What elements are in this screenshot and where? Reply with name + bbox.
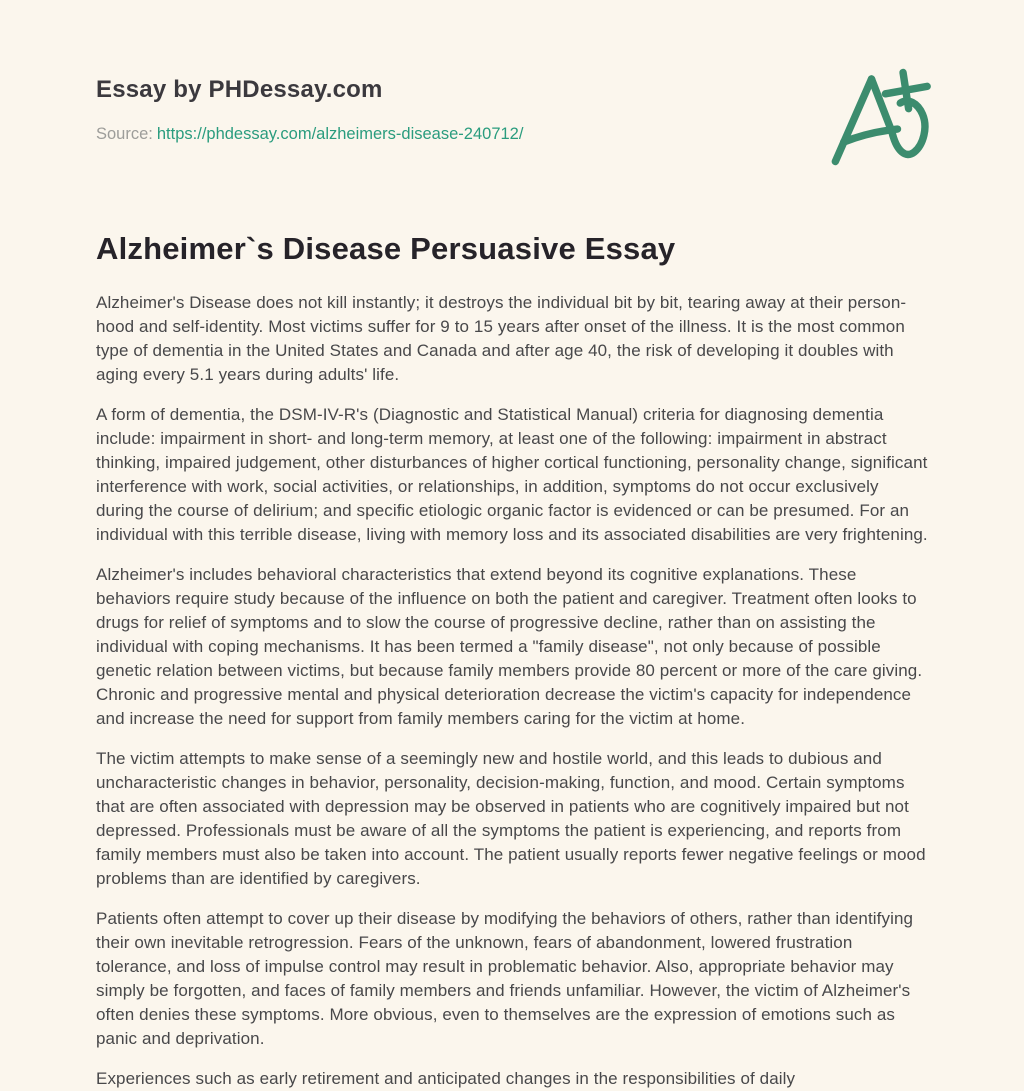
essay-paragraph: Alzheimer's Disease does not kill instantly; it destroys the individual bit by bit, tearing away at their person-hood and self-identity. Most victims suffer for 9 to 15 years after onset of the illness. It is the most common type of dementia in the United States and Canada and after age 40, the risk of developing it doubles with aging every 5.1 years during adults' life. bbox=[96, 292, 907, 384]
source-label: Source: bbox=[96, 124, 153, 143]
essay-paragraph: A form of dementia, the DSM-IV-R's (Diagnostic and Statistical Manual) criteria for diagnosing dementia include: impairment in short- and long-term memory, at least one of the following: impairment in abstract thinking, impaired judgement, other disturbances of higher cortical functioning, personality change, significant interference with work, social activities, or relationships, in addition, symptoms do not occur exclusively during the course of delirium; and specific etiologic organic factor is evidenced or can be presumed. For an individual with this terrible disease, living with memory loss and its associated disabilities are very frightening. bbox=[96, 404, 928, 544]
source-line bbox=[96, 124, 928, 145]
essay-paragraph: Experiences such as early retirement and anticipated changes in the responsibilities of daily bbox=[96, 1068, 796, 1088]
essay-body bbox=[96, 291, 928, 1091]
brand-title: Essay by PHDessay.com bbox=[96, 76, 383, 103]
essay-page bbox=[96, 0, 928, 1091]
source-url-link[interactable]: https://phdessay.com/alzheimers-disease-240712/ bbox=[156, 124, 524, 143]
essay-title: Alzheimer`s Disease Persuasive Essay bbox=[96, 231, 676, 267]
essay-paragraph: The victim attempts to make sense of a seemingly new and hostile world, and this leads to dubious and uncharacteristic changes in behavior, personality, decision-making, function, and mood. Certain symptoms that are often associated with depression may be observed in patients who are cognitively impaired but not depressed. Professionals must be aware of all the symptoms the patient is experiencing, and reports from family members must also be taken into account. The patient usually reports fewer negative feelings or mood problems than are identified by caregivers. bbox=[96, 748, 926, 888]
essay-paragraph: Patients often attempt to cover up their disease by modifying the behaviors of others, rather than identifying their own inevitable retrogression. Fears of the unknown, fears of abandonment, lowered frustration tolerance, and loss of impulse control may result in problematic behavior. Also, appropriate behavior may simply be forgotten, and faces of family members and friends unfamiliar. However, the victim of Alzheimer's often denies these symptoms. More obvious, even to themselves are the expression of emotions such as panic and deprivation. bbox=[96, 908, 914, 1048]
essay-paragraph: Alzheimer's includes behavioral characteristics that extend beyond its cognitive explanations. These behaviors require study because of the influence on both the patient and caregiver. Treatment often looks to drugs for relief of symptoms and to slow the course of progressive decline, rather than on assisting the individual with coping mechanisms. It has been termed a "family disease", not only because of possible genetic relation between victims, but because family members provide 80 percent or more of the care giving. Chronic and progressive mental and physical deterioration decrease the victim's capacity for independence and increase the need for support from family members caring for the victim at home. bbox=[96, 564, 923, 728]
a-plus-logo-icon bbox=[820, 66, 936, 168]
